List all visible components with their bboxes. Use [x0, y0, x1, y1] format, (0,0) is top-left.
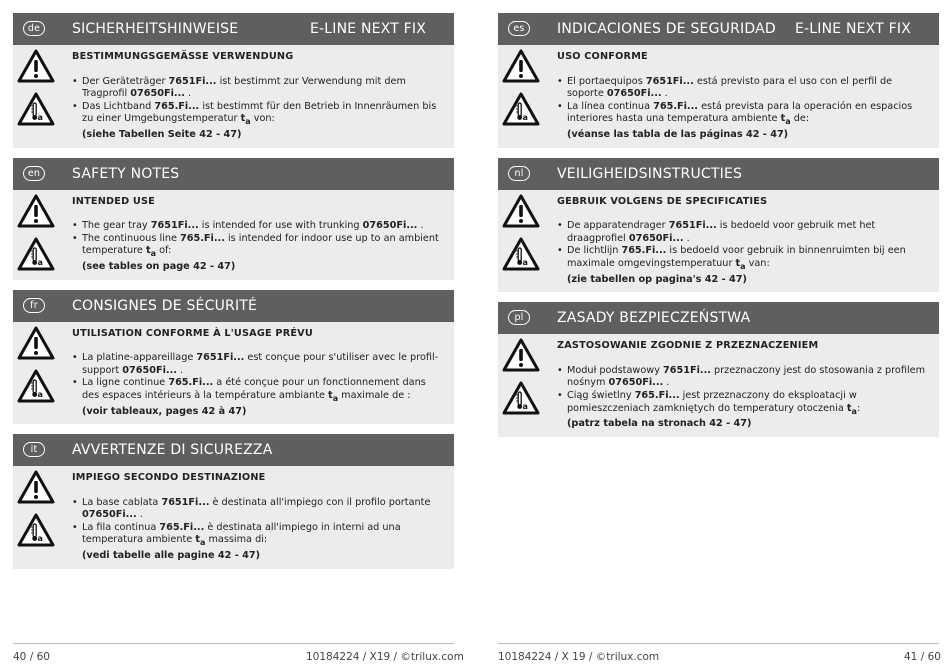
temperature-icon-label: a: [37, 389, 43, 399]
icon-column: [502, 194, 542, 271]
bullet-item: • La ligne continue 765.Fi... a été conçue pour un fonctionnement dans des espaces intérieurs à la température ambiante $t_a$ maximale de :: [82, 377, 446, 405]
warning-icon: [502, 194, 540, 228]
section-body: [498, 334, 939, 437]
subheading: ZASTOSOWANIE ZGODNIE Z PRZEZNACZENIEM: [557, 340, 819, 352]
bullet-list: [72, 76, 446, 129]
subheading: UTILISATION CONFORME À L'USAGE PRÉVU: [72, 327, 313, 339]
page-number: 41 / 60: [904, 651, 941, 663]
warning-icon: [17, 470, 55, 504]
temperature-icon-label: a: [37, 534, 43, 544]
temperature-icon-label: a: [37, 113, 43, 122]
language-badge: nl: [508, 166, 530, 181]
section-title: VEILIGHEIDSINSTRUCTIES: [557, 165, 743, 182]
temperature-symbol: $t_a$: [846, 402, 857, 416]
safety-section: [498, 13, 939, 148]
bullet-list: [557, 365, 931, 418]
icon-column: [502, 49, 542, 126]
section-body: [13, 190, 454, 280]
product-name: E-LINE NEXT FIX: [309, 21, 426, 37]
left-page: [13, 13, 454, 579]
language-badge: de: [23, 21, 45, 36]
safety-section: [13, 290, 454, 425]
table-reference: (patrz tabela na stronach 42 - 47): [567, 418, 752, 430]
safety-section: [13, 13, 454, 148]
subheading: GEBRUIK VOLGENS DE SPECIFICATIES: [557, 195, 768, 207]
section-body: [498, 45, 939, 148]
bullet-item: • El portaequipos 7651Fi... está previsto para el uso con el perfil de soporte 07650Fi... .: [567, 76, 931, 101]
section-title: SICHERHEITSHINWEISE: [72, 21, 239, 37]
safety-section: [498, 158, 939, 293]
section-body: [13, 466, 454, 569]
bullet-item: • La fila continua 765.Fi... è destinata all'impiego in interni ad una temperatura ambiente $t_a$ massima di:: [82, 522, 446, 550]
temperature-symbol: $t_a$: [328, 389, 339, 403]
warning-icon: [502, 338, 540, 372]
bullet-item: • The gear tray 7651Fi... is intended for use with trunking 07650Fi... .: [82, 220, 446, 233]
section-body: [13, 322, 454, 425]
icon-column: [17, 470, 57, 547]
temperature-warning-icon: [17, 513, 55, 547]
section-header: [13, 434, 454, 466]
bullet-item: • De lichtlijn 765.Fi... is bedoeld voor gebruik in binnenruimten bij een maximale omgevingstemperatuur $t_a$ van:: [567, 245, 931, 273]
table-reference: (see tables on page 42 - 47): [82, 260, 236, 272]
temperature-warning-icon: [17, 237, 55, 271]
language-badge: es: [508, 21, 530, 36]
bullet-list: [72, 497, 446, 550]
temperature-icon-label: a: [522, 257, 528, 267]
bullet-list: [557, 220, 931, 273]
temperature-warning-icon: [502, 237, 540, 271]
language-badge: en: [23, 166, 45, 181]
icon-column: [502, 338, 542, 415]
bullet-list: [72, 220, 446, 261]
bullet-item: • Ciąg świetlny 765.Fi... jest przeznaczony do eksploatacji w pomieszczeniach zamkniętych do temperatury otoczenia $t_a$:: [567, 390, 931, 418]
right-page: [498, 13, 939, 447]
language-badge: fr: [23, 298, 45, 313]
temperature-symbol: $t_a$: [780, 113, 791, 127]
section-title: SAFETY NOTES: [72, 165, 180, 182]
bullet-list: [72, 352, 446, 405]
temperature-symbol: $t_a$: [145, 245, 157, 259]
section-header: [498, 302, 939, 334]
product-name: E-LINE NEXT FIX: [794, 21, 911, 37]
bullet-item: • La platine-appareillage 7651Fi... est conçue pour s'utiliser avec le profil-support 07650Fi... .: [82, 352, 446, 377]
temperature-icon-label: a: [37, 257, 43, 267]
warning-icon: [17, 326, 55, 360]
bullet-item: • The continuous line 765.Fi... is intended for indoor use up to an ambient temperature $t_a$ of:: [82, 233, 446, 261]
table-reference: (voir tableaux, pages 42 à 47): [82, 405, 247, 417]
bullet-list: [557, 76, 931, 129]
subheading: BESTIMMUNGSGEMÄSSE VERWENDUNG: [72, 51, 294, 62]
section-body: [498, 190, 939, 293]
section-title: INDICACIONES DE SEGURIDAD: [557, 21, 776, 37]
safety-section: [13, 158, 454, 280]
temperature-warning-icon: [17, 92, 55, 126]
warning-icon: [17, 194, 55, 228]
bullet-item: • La base cablata 7651Fi... è destinata all'impiego con il profilo portante 07650Fi... .: [82, 497, 446, 522]
section-body: [13, 45, 454, 148]
icon-column: [17, 326, 57, 403]
temperature-icon-label: a: [522, 113, 528, 122]
section-header: [498, 158, 939, 190]
language-badge: pl: [508, 310, 530, 325]
page-number: 40 / 60: [13, 651, 50, 663]
section-header: [498, 13, 939, 45]
temperature-icon-label: a: [522, 402, 528, 412]
footer-rule: [13, 643, 454, 644]
document-reference: 10184224 / X 19 / ©trilux.com: [498, 651, 660, 663]
subheading: USO CONFORME: [557, 51, 648, 62]
warning-icon: [502, 49, 540, 83]
document-reference: 10184224 / X19 / ©trilux.com: [306, 651, 464, 663]
bullet-item: • Der Geräteträger 7651Fi... ist bestimmt zur Verwendung mit dem Tragprofil 07650Fi... .: [82, 76, 446, 101]
bullet-item: • Das Lichtband 765.Fi... ist bestimmt für den Betrieb in Innenräumen bis zu einer Umgebungstemperatur $t_a$ von:: [82, 101, 446, 129]
table-reference: (siehe Tabellen Seite 42 - 47): [82, 128, 242, 140]
section-title: ZASADY BEZPIECZEŃSTWA: [557, 310, 751, 327]
bullet-item: • De apparatendrager 7651Fi... is bedoeld voor gebruik met het draagprofiel 07650Fi... .: [567, 220, 931, 245]
bullet-item: • La línea continua 765.Fi... está prevista para la operación en espacios interiores hasta una temperatura ambiente $t_a$ de:: [567, 101, 931, 129]
section-header: [13, 13, 454, 45]
temperature-symbol: $t_a$: [735, 257, 746, 271]
subheading: INTENDED USE: [72, 195, 155, 207]
table-reference: (vedi tabelle alle pagine 42 - 47): [82, 550, 261, 562]
table-reference: (zie tabellen op pagina's 42 - 47): [567, 273, 747, 285]
section-header: [13, 158, 454, 190]
icon-column: [17, 194, 57, 271]
table-reference: (véanse las tabla de las páginas 42 - 47): [567, 128, 789, 140]
safety-section: [13, 434, 454, 569]
section-title: CONSIGNES DE SÉCURITÉ: [72, 297, 258, 314]
bullet-item: • Moduł podstawowy 7651Fi... przeznaczony jest do stosowania z profilem nośnym 07650Fi... .: [567, 365, 931, 390]
footer-rule: [498, 643, 939, 644]
temperature-symbol: $t_a$: [195, 534, 206, 548]
section-title: AVVERTENZE DI SICUREZZA: [72, 442, 273, 459]
temperature-warning-icon: [17, 369, 55, 403]
section-header: [13, 290, 454, 322]
safety-section: [498, 302, 939, 437]
temperature-warning-icon: [502, 92, 540, 126]
temperature-warning-icon: [502, 381, 540, 415]
subheading: IMPIEGO SECONDO DESTINAZIONE: [72, 472, 266, 484]
icon-column: [17, 49, 57, 126]
warning-icon: [17, 49, 55, 83]
language-badge: it: [23, 442, 45, 457]
temperature-symbol: $t_a$: [240, 113, 251, 127]
